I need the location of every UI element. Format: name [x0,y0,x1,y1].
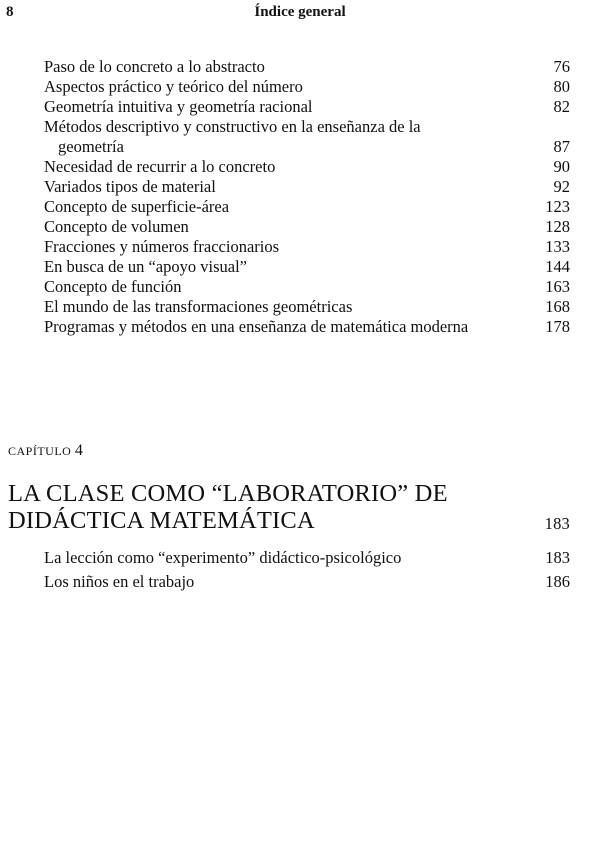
chapter-sections [44,548,570,596]
toc-entry-page: 144 [545,257,570,276]
toc-entry-page: 82 [553,97,570,116]
toc-entry [44,77,570,97]
toc-entry-title-continued: geometría [58,137,124,156]
toc-entry-title: El mundo de las transformaciones geométricas [44,297,353,316]
toc-entry-page: 168 [545,297,570,316]
chapter-title-line-2: DIDÁCTICA MATEMÁTICA [8,507,315,534]
chapter-title-line-1: LA CLASE COMO “LABORATORIO” DE [8,480,448,507]
toc-entry-page: 123 [545,197,570,216]
toc-entry-title: Concepto de función [44,277,182,296]
running-title: Índice general [254,4,346,20]
chapter-label-text: CAPÍTULO [8,444,72,458]
chapter-label [8,442,83,460]
toc-entry-page: 76 [553,57,570,76]
toc-entry [44,197,570,217]
toc-entry [44,157,570,177]
toc-entry-page: 92 [553,177,570,196]
toc-entry-title: En busca de un “apoyo visual” [44,257,247,276]
toc-entry-title: Paso de lo concreto a lo abstracto [44,57,265,76]
page-number: 8 [6,4,14,20]
toc-entry [44,257,570,277]
toc-entry-page: 183 [545,548,570,567]
toc-entry [44,177,570,197]
chapter-page: 183 [544,514,570,533]
toc-entry-title: Concepto de superficie-área [44,197,230,216]
chapter-title [8,480,570,534]
toc-entry-title: Necesidad de recurrir a lo concreto [44,157,276,176]
toc-entry [44,317,570,337]
toc-entry-page: 128 [545,217,570,236]
toc-entry [44,548,570,568]
toc-entry [44,57,570,77]
toc-entry [44,237,570,257]
toc-entry-title: La lección como “experimento” didáctico-psicológico [44,548,402,567]
toc-entry-title: Geometría intuitiva y geometría racional [44,97,313,116]
toc-entry-page: 186 [545,572,570,591]
toc-entry-page: 133 [545,237,570,256]
toc-entry-title: Aspectos práctico y teórico del número [44,77,303,96]
toc-entry-page: 87 [553,137,570,156]
toc-entry [44,277,570,297]
toc-entry-page: 178 [545,317,570,336]
table-of-contents [44,57,570,337]
toc-entry-page: 163 [545,277,570,296]
toc-entry [44,117,570,137]
toc-entry [44,217,570,237]
toc-entry-title: Programas y métodos en una enseñanza de matemática moderna [44,317,469,336]
toc-entry-title: Los niños en el trabajo [44,572,195,591]
chapter-number: 4 [74,442,83,459]
toc-entry-page: 80 [553,77,570,96]
toc-entry [44,572,570,592]
toc-entry [44,297,570,317]
chapter-title-row [8,507,570,534]
toc-entry [44,97,570,117]
toc-entry-title: Variados tipos de material [44,177,216,196]
toc-entry-title: Fracciones y números fraccionarios [44,237,280,256]
toc-entry-page: 90 [553,157,570,176]
toc-entry-title: Métodos descriptivo y constructivo en la enseñanza de la [44,117,421,136]
toc-entry-continuation [44,137,570,157]
toc-entry-title: Concepto de volumen [44,217,189,236]
